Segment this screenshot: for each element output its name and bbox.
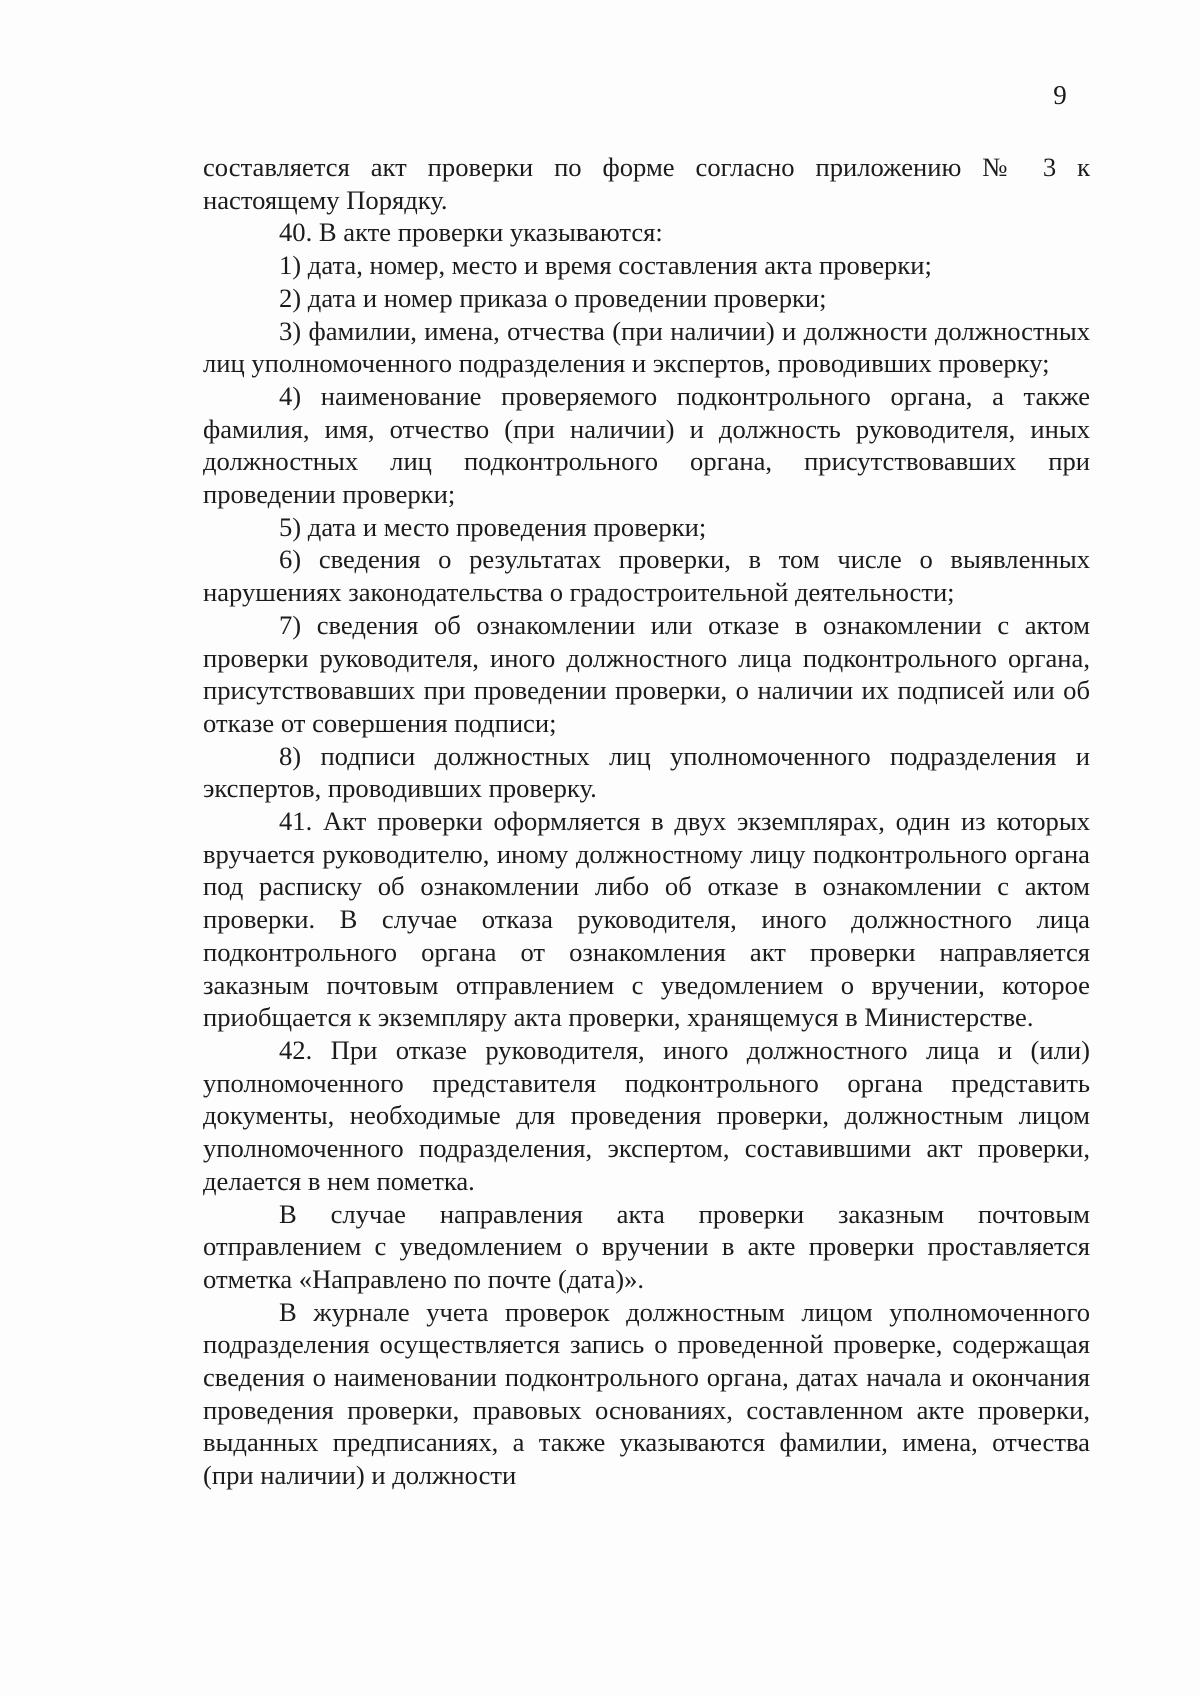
paragraph-subitem-6: 6) сведения о результатах проверки, в том числе о выявленных нарушениях законодательства о градостроительной деятельности; bbox=[203, 544, 1090, 608]
paragraph-subitem-1: 1) дата, номер, место и время составления акта проверки; bbox=[279, 250, 932, 281]
paragraph-subitem-7: 7) сведения об ознакомлении или отказе в ознакомлении с актом проверки руководителя, иного должностного лица подконтрольного органа, присутствовавших при проведении проверки, о наличии их подписей или об отказе от совершения подписи; bbox=[203, 609, 1090, 738]
document-body bbox=[203, 151, 1090, 1492]
paragraph-mail-notice: В случае направления акта проверки заказным почтовым отправлением с уведомлением о вручении в акте проверки проставляется отметка «Направлено по почте (дата)». bbox=[203, 1198, 1090, 1294]
paragraph-journal-record: В журнале учета проверок должностным лицом уполномоченного подразделения осуществляется запись о проведенной проверке, содержащая сведения о наименовании подконтрольного органа, датах начала и окончания проведения проверки, правовых основаниях, составленном акте проверки, выданных предписаниях, а также указываются фамилии, имена, отчества (при наличии) и должности bbox=[203, 1296, 1090, 1491]
paragraph-continuation: составляется акт проверки по форме согласно приложению № 3 к настоящему Порядку. bbox=[203, 152, 1090, 215]
paragraph-subitem-2: 2) дата и номер приказа о проведении проверки; bbox=[279, 282, 827, 313]
paragraph-subitem-5: 5) дата и место проведения проверки; bbox=[279, 511, 707, 542]
page-number: 9 bbox=[1053, 80, 1067, 110]
paragraph-subitem-8: 8) подписи должностных лиц уполномоченного подразделения и экспертов, проводивших проверку. bbox=[203, 740, 1090, 804]
paragraph-subitem-3: 3) фамилии, имена, отчества (при наличии) и должности должностных лиц уполномоченного подразделения и экспертов, проводивших проверку; bbox=[203, 315, 1090, 379]
paragraph-item-41: 41. Акт проверки оформляется в двух экземплярах, один из которых вручается руководителю, иному должностному лицу подконтрольного органа под расписку об ознакомлении либо об отказе в ознакомлении с актом проверки. В случае отказа руководителя, иного должностного лица подконтрольного органа от ознакомления акт проверки направляется заказным почтовым отправлением с уведомлением о вручении, которое приобщается к экземпляру акта проверки, хранящемуся в Министерстве. bbox=[203, 806, 1090, 1033]
paragraph-item-42: 42. При отказе руководителя, иного должностного лица и (или) уполномоченного представителя подконтрольного органа представить документы, необходимые для проведения проверки, должностным лицом уполномоченного подразделения, экспертом, составившими акт проверки, делается в нем пометка. bbox=[203, 1034, 1090, 1196]
paragraph-subitem-4: 4) наименование проверяемого подконтрольного органа, а также фамилия, имя, отчество (при наличии) и должность руководителя, иных должностных лиц подконтрольного органа, присутствовавших при проведении проверки; bbox=[203, 380, 1090, 510]
paragraph-item-40: 40. В акте проверки указываются: bbox=[279, 217, 663, 248]
